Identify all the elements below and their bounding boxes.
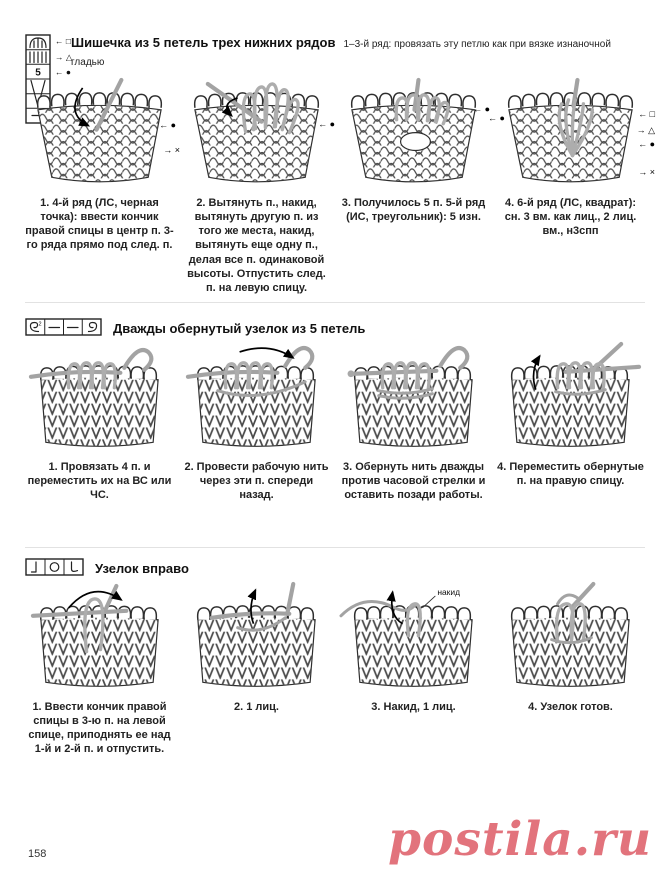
knit-diagram-finished-bobble xyxy=(496,80,645,191)
step-caption: 1. Ввести кончик правой спицы в 3-ю п. на левой спице, приподнять ее над 1-й и 2-й п. и отпустить. xyxy=(28,701,171,756)
knit-diagram-knit-one xyxy=(182,584,331,695)
knit-diagram-pull-loops xyxy=(182,80,331,191)
row-marker-dot: ← ● xyxy=(638,138,655,149)
row-marker-triangle: → △ xyxy=(636,124,655,135)
illustration-row xyxy=(25,344,645,455)
yarn-over-label: накид xyxy=(437,586,461,597)
legend-wrap-count: 2 xyxy=(38,321,42,328)
knit-diagram-move-to-right-needle xyxy=(496,344,645,455)
step-caption: 4. 6-й ряд (ЛС, квадрат): сн. 3 вм. как лиц., 2 лиц. вм., н3спп xyxy=(504,197,637,238)
knit-diagram-lift-third-stitch xyxy=(25,584,174,695)
illustration-step-1 xyxy=(25,80,180,191)
knit-diagram-stitches-on-cable-needle xyxy=(25,344,174,455)
legend-stitch-count: 5 xyxy=(35,67,41,79)
caption-row xyxy=(25,455,645,502)
section-title: Дважды обернутый узелок из 5 петель xyxy=(113,320,366,336)
step-caption: 2. Провести рабочую нить через эти п. спереди назад. xyxy=(184,461,329,502)
step-caption: 2. Вытянуть п., накид, вытянуть другую п. из того же места, накид, вытянуть еще одну п., делая все п. одинаковой высоты. Отпустить след. п. на левую спицу. xyxy=(187,197,326,294)
row-marker-triangle: → △ xyxy=(55,52,73,62)
illustration-step-3 xyxy=(339,80,488,191)
row-marker-dot: ← ● xyxy=(473,104,490,115)
illustration-step-4 xyxy=(496,344,645,455)
section-title: Шишечка из 5 петель трех нижних рядов xyxy=(71,35,336,50)
knit-diagram-yarn-over xyxy=(339,584,488,695)
row-marker-x: → × xyxy=(163,144,180,155)
row-marker-dot: ← ● xyxy=(159,120,176,131)
page-number: 158 xyxy=(28,848,47,860)
section-divider xyxy=(25,302,645,303)
step-caption: 4. Переместить обернутые п. на правую спицу. xyxy=(497,461,644,488)
illustration-step-3 xyxy=(339,584,488,695)
section-subtitle: 1–3-й ряд: провязать эту петлю как при вязке изнаночной гладью xyxy=(71,39,611,68)
illustration-step-2 xyxy=(182,80,335,191)
knit-diagram-yarn-front-to-back xyxy=(182,344,331,455)
illustration-row xyxy=(25,80,655,191)
step-caption: 1. Провязать 4 п. и переместить их на ВС или ЧС. xyxy=(27,461,172,502)
step-caption: 3. Получилось 5 п. 5-й ряд (ИС, треугольник): 5 изн. xyxy=(341,197,486,224)
section-wrapped-knot xyxy=(25,318,645,502)
row-marker-dot: ← ● xyxy=(318,118,335,129)
illustration-step-2 xyxy=(182,344,331,455)
row-marker-square: ← □ xyxy=(638,108,655,119)
chart-legend-knot-right-symbol xyxy=(25,558,85,578)
row-marker-square: ← □ xyxy=(55,36,71,46)
caption-row xyxy=(25,191,645,295)
section-title: Узелок вправо xyxy=(95,560,189,576)
illustration-step-4 xyxy=(496,584,645,695)
knit-diagram-wrap-twice xyxy=(339,344,488,455)
step-caption: 3. Обернуть нить дважды против часовой стрелки и оставить позади работы. xyxy=(341,461,486,502)
illustration-step-1 xyxy=(25,584,174,695)
illustration-step-3 xyxy=(339,344,488,455)
caption-row xyxy=(25,695,645,756)
row-marker-dot: ← ● xyxy=(55,67,71,77)
row-marker-x: → × xyxy=(638,166,655,177)
step-caption: 2. 1 лиц. xyxy=(234,701,279,714)
section-bobble xyxy=(25,34,655,295)
knit-diagram-five-loops xyxy=(339,80,488,191)
step-caption: 3. Накид, 1 лиц. xyxy=(371,701,456,714)
illustration-step-2 xyxy=(182,584,331,695)
illustration-step-1 xyxy=(25,344,174,455)
knit-diagram-insert-needle xyxy=(25,80,174,191)
knit-diagram-finished-knot xyxy=(496,584,645,695)
row-marker-dot: ← ● xyxy=(488,113,505,124)
section-divider xyxy=(25,547,645,548)
chart-legend-wrapped-knot-symbol xyxy=(25,318,103,338)
illustration-step-4 xyxy=(488,80,655,191)
step-caption: 4. Узелок готов. xyxy=(528,701,613,714)
watermark: postila.ru xyxy=(388,812,652,867)
illustration-row xyxy=(25,584,645,695)
section-knot-right xyxy=(25,558,645,757)
step-caption: 1. 4-й ряд (ЛС, черная точка): ввести кончик правой спицы в центр п. 3-го ряда прямо под след. п. xyxy=(25,197,174,252)
